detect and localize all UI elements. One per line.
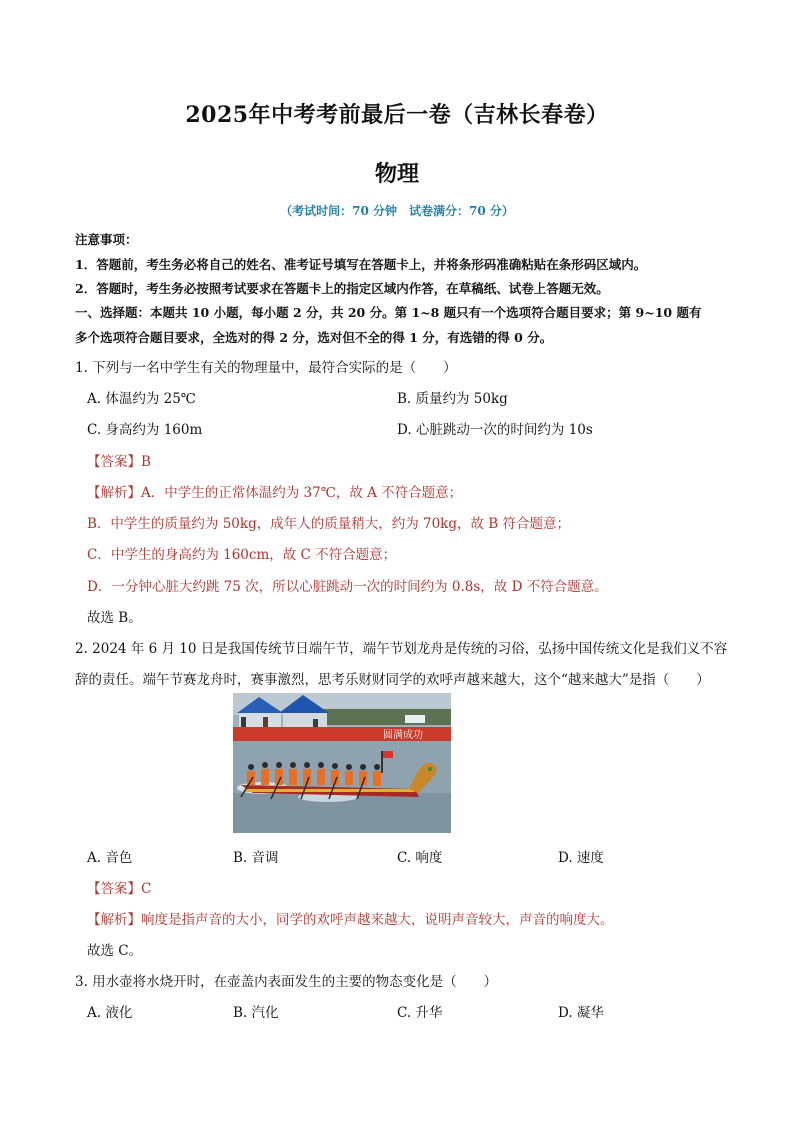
q1-conclusion: 故选 B。 [87, 610, 142, 626]
q1-option-d: D. 心脏跳动一次的时间约为 10s [397, 422, 593, 438]
notes-item-1: 1．答题前，考生务必将自己的姓名、准考证号填写在答题卡上，并将条形码准确粘贴在条形码区域内。 [75, 257, 647, 272]
q2-option-d: D. 速度 [558, 850, 604, 866]
notes-item-2: 2．答题时，考生务必按照考试要求在答题卡上的指定区域内作答，在草稿纸、试卷上答题无效。 [75, 281, 609, 296]
dragon-boat-race-photo [233, 693, 451, 833]
q2-stem-line-2: 辞的责任。端午节赛龙舟时，赛事激烈，思考乐财财同学的欢呼声越来越大，这个“越来越大”是指（ ） [75, 672, 710, 688]
q2-option-c: C. 响度 [397, 850, 443, 866]
q2-analysis: 【解析】响度是指声音的大小，同学的欢呼声越来越大，说明声音较大，声音的响度大。 [87, 912, 614, 928]
section-instructions-line-2: 多个选项符合题目要求，全选对的得 2 分，选对但不全的得 1 分，有选错的得 0 分。 [75, 330, 553, 345]
q1-analysis-line-3: C．中学生的身高约为 160cm，故 C 不符合题意； [87, 547, 397, 563]
q2-answer: 【答案】C [87, 881, 152, 897]
section-instructions-line-1: 一、选择题：本题共 10 小题，每小题 2 分，共 20 分。第 1~8 题只有一个选项符合题目要求；第 9~10 题有 [75, 305, 702, 320]
exam-info: （考试时间：70 分钟 试卷满分：70 分） [280, 204, 514, 218]
subject-title: 物理 [374, 161, 419, 187]
q1-analysis-line-2: B．中学生的质量约为 50kg，成年人的质量稍大，约为 70kg，故 B 符合题意； [87, 516, 571, 532]
q2-option-b: B. 音调 [233, 850, 279, 866]
q1-option-b: B. 质量约为 50kg [397, 391, 508, 407]
q1-option-c: C. 身高约为 160m [87, 422, 203, 438]
q3-stem: 3. 用水壶将水烧开时，在壶盖内表面发生的主要的物态变化是（ ） [75, 974, 498, 990]
q3-option-a: A. 液化 [87, 1005, 133, 1021]
q1-answer: 【答案】B [87, 454, 151, 470]
q2-conclusion: 故选 C。 [87, 943, 143, 959]
q2-option-a: A. 音色 [87, 850, 133, 866]
q1-option-a: A. 体温约为 25℃ [87, 391, 196, 407]
q1-stem: 1. 下列与一名中学生有关的物理量中，最符合实际的是（ ） [75, 360, 457, 376]
document-title: 2025年中考考前最后一卷（吉林长春卷） [185, 102, 609, 128]
q1-analysis-line-1: 【解析】A．中学生的正常体温约为 37℃，故 A 不符合题意； [87, 485, 463, 501]
q1-analysis-line-4: D．一分钟心脏大约跳 75 次，所以心脏跳动一次的时间约为 0.8s，故 D 不符合题意。 [87, 579, 608, 595]
q2-stem-line-1: 2. 2024 年 6 月 10 日是我国传统节日端午节，端午节划龙舟是传统的习俗，弘扬中国传统文化是我们义不容 [75, 641, 728, 657]
notes-heading: 注意事项： [75, 232, 138, 247]
q3-option-d: D. 凝华 [558, 1005, 604, 1021]
q3-option-c: C. 升华 [397, 1005, 443, 1021]
q3-option-b: B. 汽化 [233, 1005, 279, 1021]
banner-text: 圆满成功 [383, 730, 423, 741]
